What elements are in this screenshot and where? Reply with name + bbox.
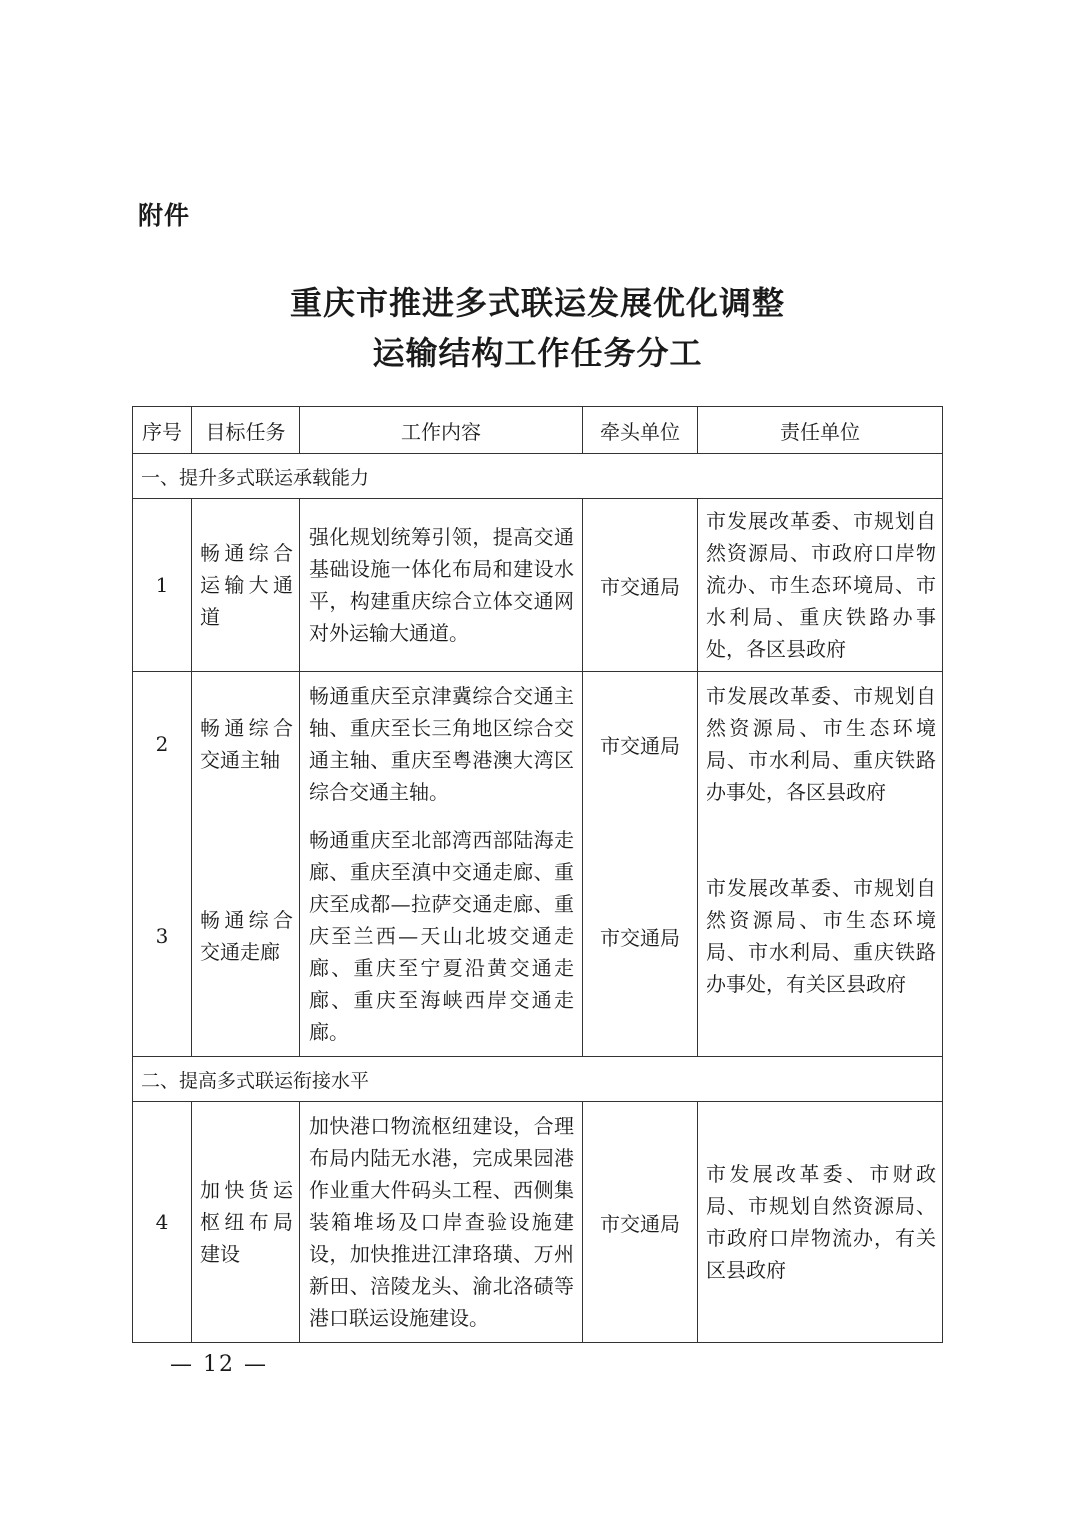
- row-responsible: 市发展改革委、市规划自然资源局、市政府口岸物流办、市生态环境局、市水利局、重庆铁路办事处，各区县政府: [698, 499, 943, 672]
- row-lead: 市交通局: [583, 672, 698, 817]
- row-content: 强化规划统筹引领，提高交通基础设施一体化布局和建设水平，构建重庆综合立体交通网对外运输大通道。: [300, 499, 583, 672]
- row-seq: 3: [133, 816, 192, 1057]
- row-responsible: 市发展改革委、市规划自然资源局、市生态环境局、市水利局、重庆铁路办事处，各区县政府: [698, 672, 943, 817]
- attachment-label: 附件: [138, 201, 191, 230]
- table-header-row: [133, 407, 943, 454]
- row-lead: 市交通局: [583, 499, 698, 672]
- header-lead: 牵头单位: [583, 407, 698, 454]
- row-seq: 1: [133, 499, 192, 672]
- row-responsible: 市发展改革委、市财政局、市规划自然资源局、市政府口岸物流办，有关区县政府: [698, 1102, 943, 1343]
- row-seq: 4: [133, 1102, 192, 1343]
- row-target: 畅通综合交通主轴: [192, 672, 300, 817]
- row-content: 加快港口物流枢纽建设，合理布局内陆无水港，完成果园港作业重大件码头工程、西侧集装箱堆场及口岸查验设施建设，加快推进江津珞璜、万州新田、涪陵龙头、渝北洛碛等港口联运设施建设。: [300, 1102, 583, 1343]
- row-seq: 2: [133, 672, 192, 817]
- task-table: [132, 406, 943, 1343]
- header-target: 目标任务: [192, 407, 300, 454]
- row-lead: 市交通局: [583, 1102, 698, 1343]
- row-lead: 市交通局: [583, 816, 698, 1057]
- row-content: 畅通重庆至京津冀综合交通主轴、重庆至长三角地区综合交通主轴、重庆至粤港澳大湾区综合交通主轴。: [300, 672, 583, 817]
- header-responsible: 责任单位: [698, 407, 943, 454]
- row-target: 畅通综合交通走廊: [192, 816, 300, 1057]
- row-target: 畅通综合运输大通道: [192, 499, 300, 672]
- document-title: [0, 278, 1075, 378]
- row-content: 畅通重庆至北部湾西部陆海走廊、重庆至滇中交通走廊、重庆至成都—拉萨交通走廊、重庆至兰西—天山北坡交通走廊、重庆至宁夏沿黄交通走廊、重庆至海峡西岸交通走廊。: [300, 816, 583, 1057]
- table-row: [133, 672, 943, 817]
- row-target: 加快货运枢纽布局建设: [192, 1102, 300, 1343]
- page-number: — 12 —: [170, 1352, 268, 1377]
- section-title: 二、提高多式联运衔接水平: [133, 1057, 943, 1102]
- header-content: 工作内容: [300, 407, 583, 454]
- table-row: [133, 499, 943, 672]
- header-seq: 序号: [133, 407, 192, 454]
- table-row: [133, 1102, 943, 1343]
- section-title: 一、提升多式联运承载能力: [133, 454, 943, 499]
- row-responsible: 市发展改革委、市规划自然资源局、市生态环境局、市水利局、重庆铁路办事处，有关区县政府: [698, 816, 943, 1057]
- section-row: [133, 1057, 943, 1102]
- section-row: [133, 454, 943, 499]
- table-row: [133, 816, 943, 1057]
- document-title-line2: 运输结构工作任务分工: [372, 334, 703, 372]
- document-title-line1: 重庆市推进多式联运发展优化调整: [289, 284, 785, 322]
